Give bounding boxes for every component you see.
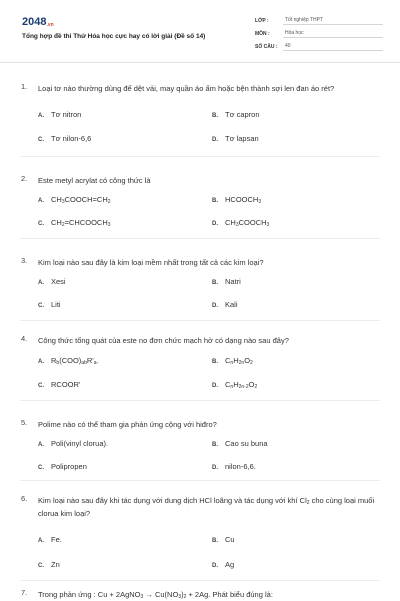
- option-text: $CH_3COOCH=CH_2$: [51, 195, 111, 205]
- question-text: Este metyl acrylat có công thức là: [38, 176, 151, 185]
- meta-key: SỐ CÂU :: [255, 43, 278, 50]
- question-text: Kim loại nào sau đây khi tác dụng với dung dịch HCl loãng và tác dụng với khí $Cl_2$ cho cùng loại muối clorua kim loại?: [38, 496, 375, 518]
- question-text: Trong phản ứng : Cu + 2AgNO$_3$ → $Cu(NO_3)_2 + 2Ag$. Phát biểu đúng là:: [38, 590, 273, 600]
- option-letter: A.: [38, 280, 44, 286]
- question-separator: [20, 400, 380, 401]
- option-letter: D.: [212, 563, 218, 569]
- question-number: 2.: [21, 174, 28, 183]
- option-text: nilon-6,6.: [225, 462, 256, 471]
- option-letter: B.: [212, 538, 218, 544]
- option-text: Ag: [225, 560, 235, 569]
- site-logo[interactable]: [22, 16, 54, 28]
- option-text: Zn: [51, 560, 60, 569]
- question-number: 4.: [21, 334, 28, 343]
- option-letter: C.: [38, 221, 44, 227]
- option-letter: C.: [38, 383, 44, 389]
- question-text: Polime nào có thể tham gia phản ứng cộng với hiđro?: [38, 420, 217, 429]
- option-text: Fe.: [51, 535, 62, 544]
- meta-key: LỚP :: [255, 17, 269, 24]
- answer-option-b[interactable]: [212, 195, 261, 204]
- option-text: Cu: [225, 535, 235, 544]
- answer-option-c[interactable]: [38, 560, 60, 569]
- answer-option-a[interactable]: [38, 195, 111, 204]
- exam-meta: [255, 14, 383, 53]
- option-text: $CH_3COOCH_3$: [225, 218, 270, 228]
- question-number: 3.: [21, 256, 28, 265]
- answer-option-a[interactable]: [38, 356, 99, 365]
- option-letter: D.: [212, 303, 218, 309]
- option-text: Liti: [51, 300, 61, 309]
- answer-option-d[interactable]: [212, 300, 238, 309]
- option-letter: D.: [212, 383, 218, 389]
- answer-option-b[interactable]: [212, 356, 253, 365]
- option-letter: A.: [38, 198, 44, 204]
- meta-value: Hóa học: [283, 29, 383, 38]
- answer-option-a[interactable]: [38, 535, 62, 544]
- option-text: $C_nH_{2n}O_2$: [225, 356, 253, 366]
- answer-option-c[interactable]: [38, 218, 111, 227]
- question-text: Kim loại nào sau đây là kim loại mềm nhất trong tất cả các kim loại?: [38, 258, 264, 267]
- answer-option-c[interactable]: [38, 462, 87, 471]
- option-letter: A.: [38, 442, 44, 448]
- option-letter: B.: [212, 198, 218, 204]
- question-separator: [20, 238, 380, 239]
- option-text: Cao su buna: [225, 439, 268, 448]
- option-text: $CH_2=CHCOOCH_3$: [51, 218, 111, 228]
- option-letter: C.: [38, 303, 44, 309]
- option-text: Tơ lapsan: [225, 134, 259, 143]
- option-text: Polipropen: [51, 462, 87, 471]
- question-separator: [20, 580, 380, 581]
- question-number: 7.: [21, 588, 28, 597]
- question-text: Loại tơ nào thường dùng để dệt vải, may quần áo ấm hoặc bện thành sợi len đan áo rét?: [38, 84, 335, 93]
- question-separator: [20, 480, 380, 481]
- answer-option-b[interactable]: [212, 535, 235, 544]
- option-text: RCOOR': [51, 380, 81, 389]
- answer-option-c[interactable]: [38, 300, 61, 309]
- option-text: $HCOOCH_3$: [225, 195, 262, 205]
- question-number: 1.: [21, 82, 28, 91]
- meta-key: MÔN :: [255, 30, 270, 37]
- question-separator: [20, 320, 380, 321]
- option-letter: A.: [38, 113, 44, 119]
- option-text: Poli(vinyl clorua).: [51, 439, 109, 448]
- answer-option-b[interactable]: [212, 110, 260, 119]
- question-text: Công thức tổng quát của este no đơn chức mạch hở có dạng nào sau đây?: [38, 336, 289, 345]
- option-text: $C_nH_{2n-2}O_2$: [225, 380, 258, 390]
- option-text: $R_b(COO)_{ab}R'_a$.: [51, 356, 99, 366]
- page-title: Tổng hợp đề thi Thử Hóa học cực hay có lời giải (Đề số 14): [22, 33, 206, 40]
- option-letter: D.: [212, 137, 218, 143]
- question-number: 5.: [21, 418, 28, 427]
- option-letter: D.: [212, 221, 218, 227]
- option-letter: A.: [38, 359, 44, 365]
- meta-row-class: [255, 14, 383, 27]
- option-text: Xesi: [51, 277, 66, 286]
- option-text: Kali: [225, 300, 238, 309]
- question-number: 6.: [21, 494, 28, 503]
- option-letter: A.: [38, 538, 44, 544]
- meta-row-count: [255, 40, 383, 53]
- answer-option-a[interactable]: [38, 439, 108, 448]
- exam-header: [0, 0, 400, 62]
- question-separator: [20, 156, 380, 157]
- option-letter: D.: [212, 465, 218, 471]
- option-letter: B.: [212, 280, 218, 286]
- option-letter: C.: [38, 137, 44, 143]
- meta-value: 40: [283, 42, 383, 51]
- answer-option-a[interactable]: [38, 110, 81, 119]
- option-letter: C.: [38, 563, 44, 569]
- answer-option-d[interactable]: [212, 218, 269, 227]
- answer-option-b[interactable]: [212, 277, 241, 286]
- option-letter: B.: [212, 359, 218, 365]
- option-letter: B.: [212, 442, 218, 448]
- answer-option-d[interactable]: [212, 134, 259, 143]
- answer-option-c[interactable]: [38, 134, 91, 143]
- option-letter: B.: [212, 113, 218, 119]
- option-letter: C.: [38, 465, 44, 471]
- answer-option-d[interactable]: [212, 380, 257, 389]
- answer-option-b[interactable]: [212, 439, 268, 448]
- option-text: Tơ capron: [225, 110, 260, 119]
- meta-value: Tốt nghiệp THPT: [283, 16, 383, 25]
- meta-row-subject: [255, 27, 383, 40]
- header-divider: [0, 62, 400, 63]
- option-text: Tơ nitron: [51, 110, 82, 119]
- option-text: Natri: [225, 277, 241, 286]
- logo-sub: .vn: [46, 22, 54, 28]
- answer-option-d[interactable]: [212, 560, 234, 569]
- answer-option-d[interactable]: [212, 462, 256, 471]
- option-text: Tơ nilon-6,6: [51, 134, 92, 143]
- answer-option-c[interactable]: [38, 380, 80, 389]
- answer-option-a[interactable]: [38, 277, 66, 286]
- logo-main: 2048: [22, 16, 47, 28]
